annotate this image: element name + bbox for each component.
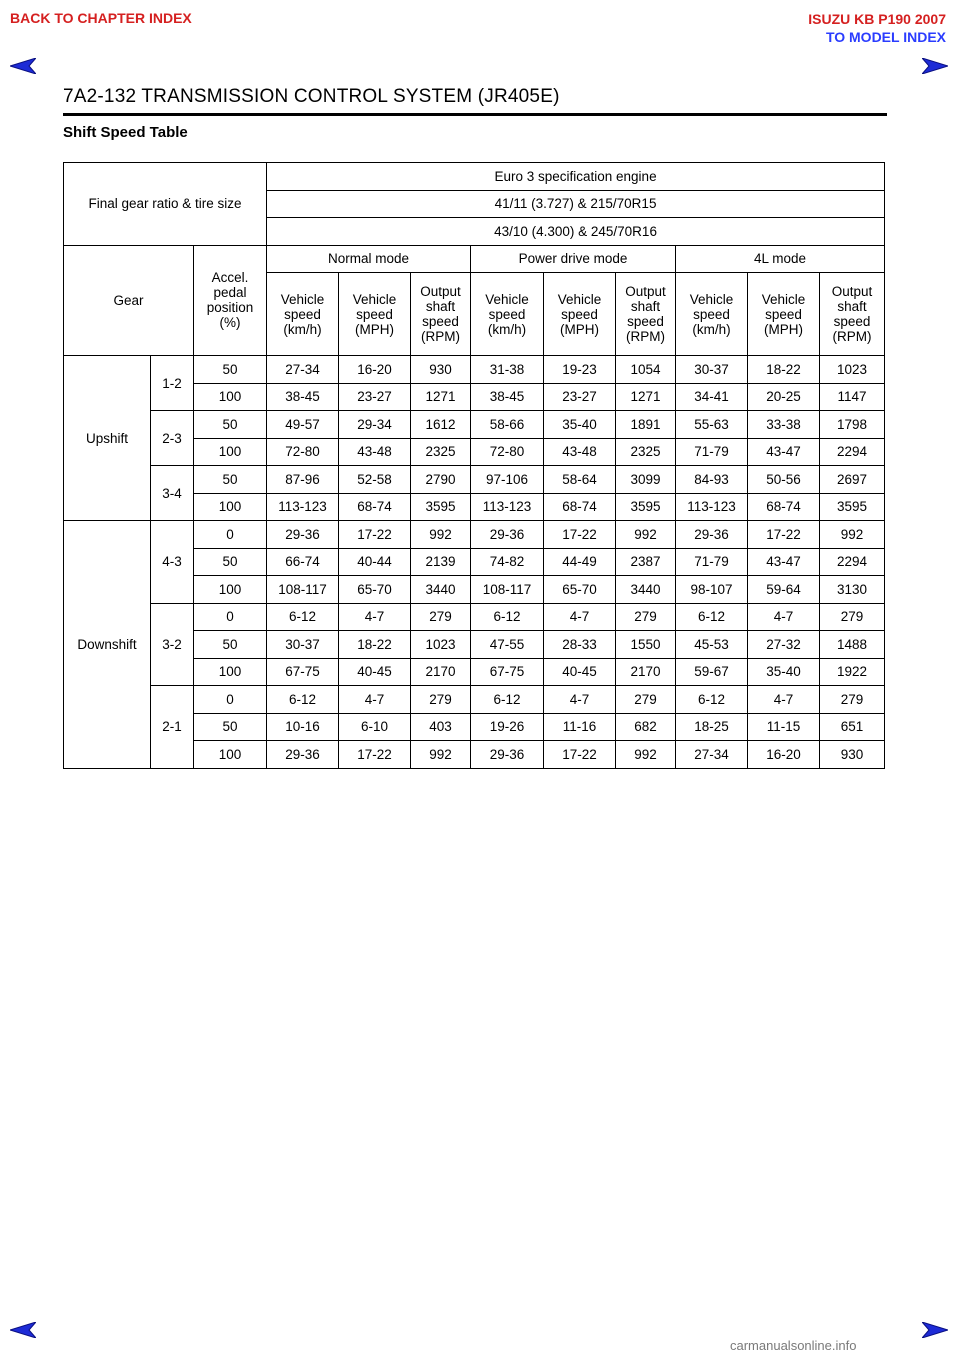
accel-cell: 50	[194, 631, 267, 659]
col-mph: Vehicle speed (MPH)	[339, 273, 411, 356]
value-cell: 2325	[411, 438, 471, 466]
value-cell: 27-34	[267, 356, 339, 384]
value-cell: 930	[820, 741, 885, 769]
section-title: Shift Speed Table	[63, 124, 188, 141]
value-cell: 279	[616, 603, 676, 631]
value-cell: 11-16	[544, 713, 616, 741]
value-cell: 55-63	[676, 411, 748, 439]
value-cell: 17-22	[544, 521, 616, 549]
value-cell: 2170	[411, 658, 471, 686]
value-cell: 1488	[820, 631, 885, 659]
value-cell: 50-56	[748, 466, 820, 494]
to-model-index-link[interactable]: TO MODEL INDEX	[825, 29, 946, 45]
value-cell: 87-96	[267, 466, 339, 494]
accel-cell: 100	[194, 438, 267, 466]
col-mph: Vehicle speed (MPH)	[748, 273, 820, 356]
value-cell: 682	[616, 713, 676, 741]
value-cell: 1023	[820, 356, 885, 384]
value-cell: 20-25	[748, 383, 820, 411]
title-rule	[63, 113, 887, 116]
value-cell: 113-123	[471, 493, 544, 521]
value-cell: 279	[820, 603, 885, 631]
value-cell: 2294	[820, 548, 885, 576]
value-cell: 43-48	[544, 438, 616, 466]
value-cell: 992	[616, 741, 676, 769]
value-cell: 45-53	[676, 631, 748, 659]
value-cell: 3099	[616, 466, 676, 494]
value-cell: 992	[411, 741, 471, 769]
accel-header: Accel. pedal position (%)	[194, 245, 267, 356]
value-cell: 40-45	[544, 658, 616, 686]
value-cell: 59-67	[676, 658, 748, 686]
value-cell: 18-22	[339, 631, 411, 659]
value-cell: 29-36	[267, 521, 339, 549]
value-cell: 992	[820, 521, 885, 549]
value-cell: 1891	[616, 411, 676, 439]
accel-cell: 100	[194, 383, 267, 411]
value-cell: 19-23	[544, 356, 616, 384]
value-cell: 47-55	[471, 631, 544, 659]
value-cell: 1612	[411, 411, 471, 439]
value-cell: 2387	[616, 548, 676, 576]
arrow-right-icon[interactable]	[922, 1322, 948, 1338]
value-cell: 35-40	[748, 658, 820, 686]
value-cell: 28-33	[544, 631, 616, 659]
value-cell: 29-36	[471, 741, 544, 769]
value-cell: 6-12	[471, 603, 544, 631]
value-cell: 44-49	[544, 548, 616, 576]
value-cell: 38-45	[267, 383, 339, 411]
value-cell: 34-41	[676, 383, 748, 411]
value-cell: 4-7	[544, 603, 616, 631]
table-row	[64, 686, 885, 714]
gear-shift-cell: 2-3	[151, 411, 194, 466]
value-cell: 67-75	[471, 658, 544, 686]
value-cell: 58-64	[544, 466, 616, 494]
value-cell: 3130	[820, 576, 885, 604]
col-rpm: Output shaft speed (RPM)	[411, 273, 471, 356]
accel-cell: 100	[194, 741, 267, 769]
document-title: ISUZU KB P190 2007	[808, 11, 946, 27]
value-cell: 29-36	[471, 521, 544, 549]
value-cell: 72-80	[267, 438, 339, 466]
col-mph: Vehicle speed (MPH)	[544, 273, 616, 356]
accel-cell: 100	[194, 493, 267, 521]
col-kmh: Vehicle speed (km/h)	[676, 273, 748, 356]
value-cell: 16-20	[339, 356, 411, 384]
value-cell: 29-36	[267, 741, 339, 769]
value-cell: 17-22	[339, 741, 411, 769]
accel-cell: 0	[194, 686, 267, 714]
value-cell: 68-74	[544, 493, 616, 521]
value-cell: 4-7	[748, 603, 820, 631]
accel-cell: 100	[194, 658, 267, 686]
value-cell: 6-12	[267, 686, 339, 714]
gear-ratio-1: 41/11 (3.727) & 215/70R15	[267, 190, 885, 218]
value-cell: 1147	[820, 383, 885, 411]
value-cell: 71-79	[676, 438, 748, 466]
arrow-right-icon[interactable]	[922, 58, 948, 74]
col-kmh: Vehicle speed (km/h)	[471, 273, 544, 356]
value-cell: 6-12	[676, 686, 748, 714]
gear-header: Gear	[64, 245, 194, 356]
accel-cell: 50	[194, 411, 267, 439]
value-cell: 68-74	[748, 493, 820, 521]
value-cell: 43-48	[339, 438, 411, 466]
arrow-left-icon[interactable]	[10, 58, 36, 74]
value-cell: 29-36	[676, 521, 748, 549]
value-cell: 6-12	[471, 686, 544, 714]
value-cell: 23-27	[339, 383, 411, 411]
value-cell: 1054	[616, 356, 676, 384]
value-cell: 651	[820, 713, 885, 741]
value-cell: 31-38	[471, 356, 544, 384]
mode-power-drive: Power drive mode	[471, 245, 676, 273]
value-cell: 279	[616, 686, 676, 714]
value-cell: 65-70	[544, 576, 616, 604]
value-cell: 27-32	[748, 631, 820, 659]
value-cell: 35-40	[544, 411, 616, 439]
value-cell: 43-47	[748, 438, 820, 466]
value-cell: 4-7	[544, 686, 616, 714]
value-cell: 58-66	[471, 411, 544, 439]
value-cell: 3595	[820, 493, 885, 521]
value-cell: 84-93	[676, 466, 748, 494]
value-cell: 43-47	[748, 548, 820, 576]
value-cell: 2139	[411, 548, 471, 576]
value-cell: 33-38	[748, 411, 820, 439]
value-cell: 1922	[820, 658, 885, 686]
value-cell: 68-74	[339, 493, 411, 521]
value-cell: 67-75	[267, 658, 339, 686]
value-cell: 403	[411, 713, 471, 741]
value-cell: 30-37	[267, 631, 339, 659]
value-cell: 97-106	[471, 466, 544, 494]
value-cell: 2697	[820, 466, 885, 494]
value-cell: 992	[616, 521, 676, 549]
value-cell: 40-44	[339, 548, 411, 576]
value-cell: 19-26	[471, 713, 544, 741]
value-cell: 40-45	[339, 658, 411, 686]
accel-cell: 0	[194, 603, 267, 631]
table-row	[64, 356, 885, 384]
shift-speed-table	[63, 162, 885, 769]
value-cell: 279	[411, 686, 471, 714]
value-cell: 1271	[616, 383, 676, 411]
value-cell: 27-34	[676, 741, 748, 769]
value-cell: 2170	[616, 658, 676, 686]
value-cell: 49-57	[267, 411, 339, 439]
value-cell: 74-82	[471, 548, 544, 576]
accel-cell: 50	[194, 356, 267, 384]
value-cell: 52-58	[339, 466, 411, 494]
mode-normal: Normal mode	[267, 245, 471, 273]
upshift-label: Upshift	[64, 356, 151, 521]
value-cell: 23-27	[544, 383, 616, 411]
final-gear-label: Final gear ratio & tire size	[64, 163, 267, 246]
value-cell: 1271	[411, 383, 471, 411]
value-cell: 16-20	[748, 741, 820, 769]
gear-shift-cell: 2-1	[151, 686, 194, 769]
value-cell: 18-25	[676, 713, 748, 741]
value-cell: 29-34	[339, 411, 411, 439]
mode-4l: 4L mode	[676, 245, 885, 273]
value-cell: 3440	[411, 576, 471, 604]
col-kmh: Vehicle speed (km/h)	[267, 273, 339, 356]
value-cell: 6-12	[676, 603, 748, 631]
back-to-chapter-index-link[interactable]: BACK TO CHAPTER INDEX	[10, 10, 192, 26]
value-cell: 1023	[411, 631, 471, 659]
value-cell: 3440	[616, 576, 676, 604]
value-cell: 3595	[616, 493, 676, 521]
value-cell: 113-123	[267, 493, 339, 521]
value-cell: 930	[411, 356, 471, 384]
gear-ratio-2: 43/10 (4.300) & 245/70R16	[267, 218, 885, 246]
value-cell: 17-22	[748, 521, 820, 549]
value-cell: 108-117	[267, 576, 339, 604]
value-cell: 17-22	[544, 741, 616, 769]
value-cell: 279	[820, 686, 885, 714]
value-cell: 38-45	[471, 383, 544, 411]
value-cell: 4-7	[339, 686, 411, 714]
value-cell: 66-74	[267, 548, 339, 576]
col-rpm: Output shaft speed (RPM)	[820, 273, 885, 356]
value-cell: 3595	[411, 493, 471, 521]
value-cell: 11-15	[748, 713, 820, 741]
value-cell: 30-37	[676, 356, 748, 384]
value-cell: 65-70	[339, 576, 411, 604]
value-cell: 113-123	[676, 493, 748, 521]
value-cell: 108-117	[471, 576, 544, 604]
watermark: carmanualsonline.info	[730, 1338, 857, 1353]
value-cell: 2325	[616, 438, 676, 466]
value-cell: 18-22	[748, 356, 820, 384]
value-cell: 2790	[411, 466, 471, 494]
accel-cell: 0	[194, 521, 267, 549]
table-row	[64, 411, 885, 439]
value-cell: 6-12	[267, 603, 339, 631]
value-cell: 17-22	[339, 521, 411, 549]
col-rpm: Output shaft speed (RPM)	[616, 273, 676, 356]
value-cell: 98-107	[676, 576, 748, 604]
gear-shift-cell: 1-2	[151, 356, 194, 411]
gear-shift-cell: 3-2	[151, 603, 194, 686]
accel-cell: 100	[194, 576, 267, 604]
value-cell: 1798	[820, 411, 885, 439]
top-right-nav	[808, 10, 946, 46]
arrow-left-icon[interactable]	[10, 1322, 36, 1338]
value-cell: 4-7	[339, 603, 411, 631]
value-cell: 6-10	[339, 713, 411, 741]
engine-spec: Euro 3 specification engine	[267, 163, 885, 191]
table-row	[64, 603, 885, 631]
value-cell: 71-79	[676, 548, 748, 576]
accel-cell: 50	[194, 548, 267, 576]
downshift-label: Downshift	[64, 521, 151, 769]
page-title: 7A2-132 TRANSMISSION CONTROL SYSTEM (JR405E)	[63, 86, 560, 107]
value-cell: 4-7	[748, 686, 820, 714]
accel-cell: 50	[194, 713, 267, 741]
table-row	[64, 521, 885, 549]
gear-shift-cell: 4-3	[151, 521, 194, 604]
value-cell: 72-80	[471, 438, 544, 466]
value-cell: 59-64	[748, 576, 820, 604]
table-row	[64, 466, 885, 494]
accel-cell: 50	[194, 466, 267, 494]
value-cell: 279	[411, 603, 471, 631]
value-cell: 992	[411, 521, 471, 549]
value-cell: 10-16	[267, 713, 339, 741]
value-cell: 1550	[616, 631, 676, 659]
value-cell: 2294	[820, 438, 885, 466]
gear-shift-cell: 3-4	[151, 466, 194, 521]
